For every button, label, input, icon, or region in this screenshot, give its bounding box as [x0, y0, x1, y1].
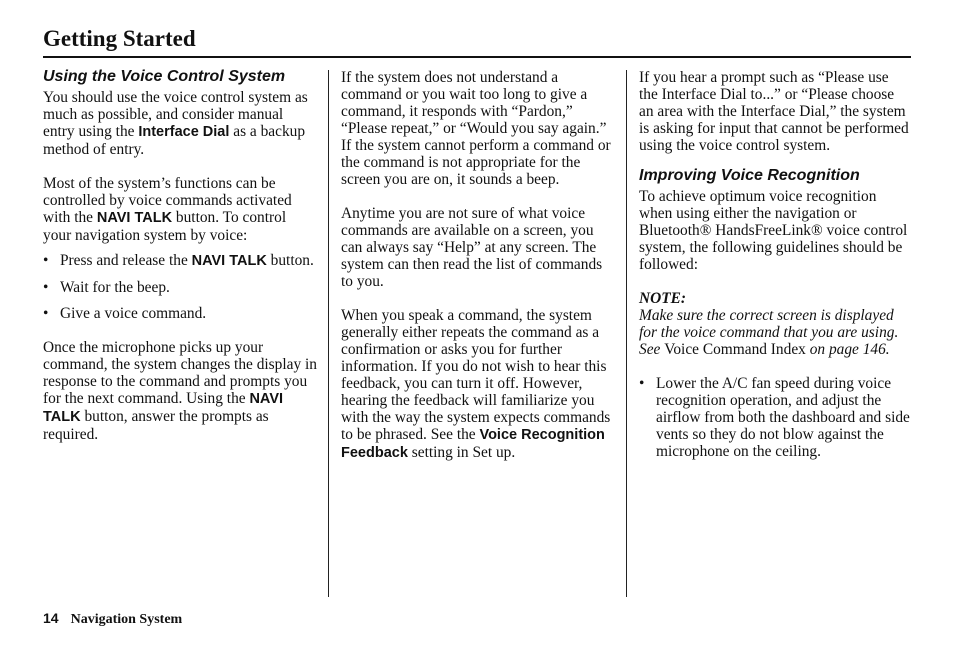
text: Press and release the — [60, 252, 192, 269]
column-1 — [43, 67, 318, 443]
text: When you speak a command, the system generally either repeats the command as a confirmation or asks you for further information. If you do not wish to hear this feedback, you can turn it off. However, hearing the feedback will familiarize you with the way the system expects commands to be phrased. See the — [341, 307, 611, 443]
bullet-icon: • — [43, 279, 49, 296]
section-heading-voice-control: Using the Voice Control System — [43, 68, 286, 85]
note-text — [639, 307, 911, 358]
page-footer — [43, 610, 182, 628]
text: Most of the system’s functions can be controlled by voice commands activated with the — [43, 175, 292, 226]
text: Lower the A/C fan speed during voice recognition operation, and adjust the airflow from both the dashboard and side vents so they do not blow against the microphone on the ceiling. — [656, 375, 910, 460]
paragraph: Anytime you are not sure of what voice commands are available on a screen, you can always say “Help” at any screen. The system can then read the list of commands to you. — [341, 205, 603, 290]
list-item — [43, 252, 318, 270]
text: Give a voice command. — [60, 305, 207, 322]
paragraph — [43, 89, 318, 158]
page-number: 14 — [43, 610, 59, 626]
text: You should use the voice control system as much as possible, and consider manual entry using the — [43, 89, 308, 140]
footer-section-title: Navigation System — [70, 612, 183, 627]
paragraph: If the system does not understand a command or you wait too long to give a command, it responds with “Pardon,” “Please repeat,” or “Would you say again.” If the system cannot perform a command or the command is not appropriate for the screen you are on, it sounds a beep. — [341, 69, 611, 188]
note-label: NOTE: — [639, 290, 687, 307]
paragraph — [43, 175, 318, 244]
page-title: Getting Started — [43, 26, 196, 51]
bullet-list — [43, 252, 318, 322]
text: on page 146. — [805, 341, 890, 358]
text: button. — [266, 252, 314, 269]
paragraph — [43, 339, 318, 443]
section-heading-improving-recognition: Improving Voice Recognition — [639, 167, 860, 184]
paragraph: To achieve optimum voice recognition when using either the navigation or Bluetooth® HandsFreeLink® voice control system, the following guidelines should be followed: — [639, 188, 908, 273]
term-interface-dial: Interface Dial — [138, 124, 230, 140]
text: Make sure the correct screen is displayed for the voice command that you are using. See — [639, 307, 899, 358]
text: Wait for the beep. — [60, 279, 170, 296]
term-voice-recognition-feedback: Voice Recognition Feedback — [341, 427, 605, 461]
bullet-icon: • — [43, 252, 49, 269]
text: button. To control your navigation system by voice: — [43, 209, 287, 244]
reference-voice-command-index: Voice Command Index — [664, 341, 806, 358]
term-navi-talk: NAVI TALK — [96, 210, 173, 226]
bullet-icon: • — [639, 375, 645, 392]
text: as a backup method of entry. — [43, 123, 306, 158]
bullet-list — [639, 375, 911, 460]
column-divider-2 — [626, 70, 627, 597]
bullet-icon: • — [43, 305, 49, 322]
title-rule — [43, 56, 911, 58]
text: Once the microphone picks up your command, the system changes the display in response to the command and prompts you for the next command. Using the — [43, 339, 317, 407]
column-divider-1 — [328, 70, 329, 597]
text: button, answer the prompts as required. — [43, 408, 269, 443]
term-navi-talk: NAVI TALK — [191, 253, 267, 269]
list-item — [43, 305, 318, 322]
list-item — [43, 279, 318, 296]
column-3 — [639, 67, 911, 469]
paragraph: If you hear a prompt such as “Please use the Interface Dial to...” or “Please choose an area with the Interface Dial,” the system is asking for input that cannot be performed using the voice control system. — [639, 69, 909, 154]
term-navi-talk: NAVI TALK — [43, 391, 284, 425]
text: setting in Set up. — [407, 444, 516, 461]
list-item — [639, 375, 911, 460]
paragraph — [341, 307, 616, 462]
column-2 — [341, 67, 616, 462]
